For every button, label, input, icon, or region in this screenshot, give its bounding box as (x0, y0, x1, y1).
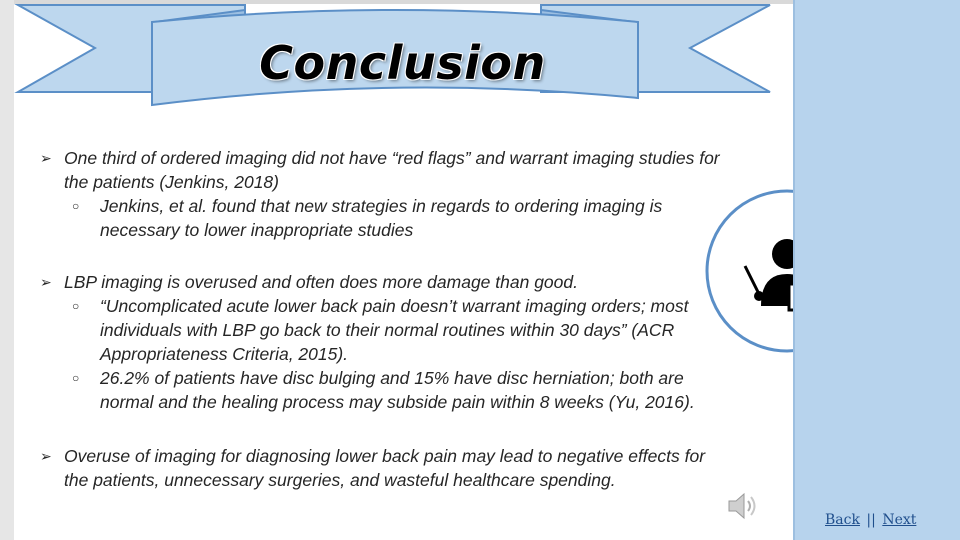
list-item (40, 270, 720, 294)
bullet-text: LBP imaging is overused and often does more damage than good. (64, 272, 578, 292)
spacer (40, 414, 720, 444)
sub-bullet-text: 26.2% of patients have disc bulging and 15% have disc herniation; both are normal and the healing process may subside pain within 8 weeks (Yu, 2016). (100, 368, 695, 412)
list-item (40, 146, 720, 194)
arrow-bullet-icon: ➢ (40, 274, 52, 290)
speaker-icon[interactable] (725, 490, 761, 522)
page-title: Conclusion (259, 36, 546, 90)
sub-bullet-text: Jenkins, et al. found that new strategies in regards to ordering imaging is necessary to lower inappropriate studies (100, 196, 663, 240)
side-panel (793, 0, 960, 540)
circle-bullet-icon: ○ (72, 371, 80, 385)
sub-list-item (40, 294, 720, 366)
next-link[interactable]: Next (882, 512, 917, 528)
slide-navigation (825, 512, 916, 528)
arrow-bullet-icon: ➢ (40, 448, 52, 464)
nav-separator: || (866, 512, 876, 528)
conclusion-list (40, 146, 720, 492)
list-item (40, 444, 720, 492)
sub-bullet-text: “Uncomplicated acute lower back pain doesn’t warrant imaging orders; most individuals with LBP go back to their normal routines within 30 days” (ACR Appropriateness Criteria, 2015). (100, 296, 689, 364)
back-link[interactable]: Back (825, 512, 860, 528)
arrow-bullet-icon: ➢ (40, 150, 52, 166)
sub-list-item (40, 194, 720, 242)
circle-bullet-icon: ○ (72, 199, 80, 213)
bullet-text: Overuse of imaging for diagnosing lower back pain may lead to negative effects for the patients, unnecessary surgeries, and wasteful healthcare spending. (64, 446, 706, 490)
spacer (40, 242, 720, 270)
sub-list-item (40, 366, 720, 414)
circle-bullet-icon: ○ (72, 299, 80, 313)
bullet-text: One third of ordered imaging did not have “red flags” and warrant imaging studies for the patients (Jenkins, 2018) (64, 148, 720, 192)
